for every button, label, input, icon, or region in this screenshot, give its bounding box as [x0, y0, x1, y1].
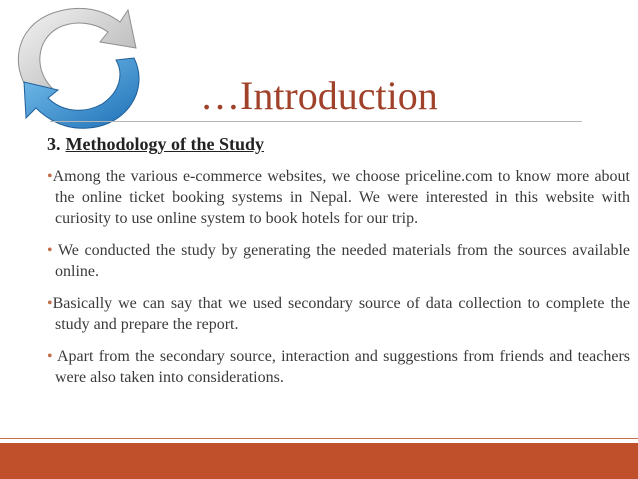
bullet-text: Among the various e-commerce websites, we choose priceline.com to know more about the online ticket booking systems in Nepal. We were interested in this website with curiosity to use online system to book hotels for our trip.: [52, 168, 630, 227]
bullet-list: [47, 166, 630, 399]
bullet-item: [47, 166, 630, 229]
section-heading: [47, 134, 264, 155]
bullet-item: [47, 346, 630, 388]
circular-arrows-icon: [0, 0, 160, 136]
bullet-dot-icon: •: [47, 348, 57, 365]
section-title: Methodology of the Study: [65, 134, 265, 154]
bullet-dot-icon: •: [47, 295, 53, 312]
section-number: 3.: [47, 134, 61, 154]
bullet-item: [47, 293, 630, 335]
footer-bar: [0, 443, 638, 479]
footer-divider: [0, 438, 638, 439]
bullet-dot-icon: •: [47, 168, 53, 185]
bullet-text: Apart from the secondary source, interaction and suggestions from friends and teachers were also taken into considerations.: [55, 348, 631, 386]
bullet-item: [47, 240, 630, 282]
title-divider: [50, 121, 582, 122]
bullet-text: Basically we can say that we used secondary source of data collection to complete the study and prepare the report.: [52, 295, 630, 333]
slide-title: …Introduction: [200, 73, 438, 118]
bullet-dot-icon: •: [47, 242, 58, 259]
bullet-text: We conducted the study by generating the needed materials from the sources available online.: [55, 242, 631, 280]
